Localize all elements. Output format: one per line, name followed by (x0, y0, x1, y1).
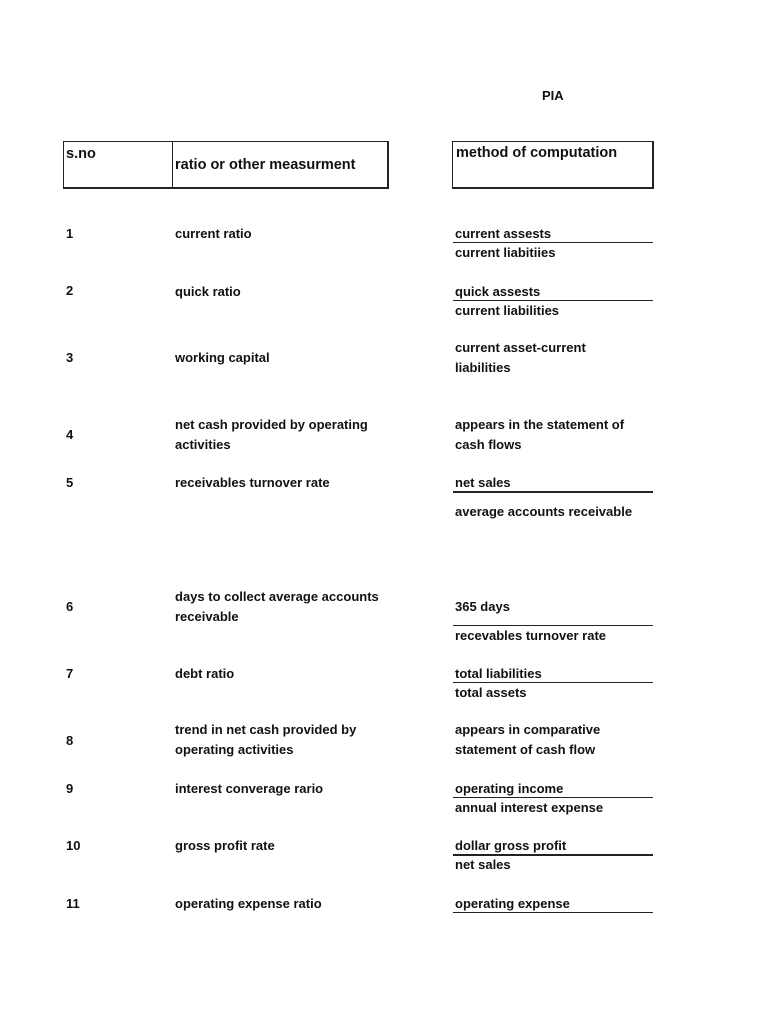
row-10-sno: 10 (66, 838, 81, 853)
row-6-ratio: days to collect average accounts receivable (175, 589, 379, 624)
header-method: method of computation (456, 145, 618, 161)
row-2-denominator: current liabilities (455, 303, 560, 318)
row-11-sno: 11 (66, 896, 80, 911)
row-3-method: current asset-current liabilities (455, 340, 586, 375)
row-8-method: appears in comparative statement of cash flow (455, 722, 601, 757)
row-5-ratio: receivables turnover rate (175, 475, 330, 490)
header-box-method (452, 141, 654, 189)
row-8-sno: 8 (66, 733, 74, 748)
row-4-method: appears in the statement of cash flows (455, 417, 625, 452)
row-4-ratio: net cash provided by operating activities (175, 417, 368, 452)
row-1-sno: 1 (66, 226, 74, 241)
row-7-ratio: debt ratio (175, 666, 235, 681)
row-3-ratio: working capital (175, 350, 270, 365)
header-divider (172, 142, 173, 188)
row-2-ratio: quick ratio (175, 284, 241, 299)
row-9-ratio: interest converage rario (175, 781, 324, 796)
row-1-numerator: current assests (455, 226, 552, 241)
row-11-ratio: operating expense ratio (175, 896, 322, 911)
row-3-sno: 3 (66, 350, 74, 365)
row-1-denominator: current liabitiies (455, 245, 556, 260)
row-9-numerator: operating income (455, 781, 564, 796)
row-11-fraction-line (453, 912, 653, 913)
row-9-denominator: annual interest expense (455, 800, 604, 815)
row-11-numerator: operating expense (455, 896, 570, 911)
header-sno: s.no (66, 146, 96, 162)
row-10-numerator: dollar gross profit (455, 838, 567, 853)
row-5-numerator: net sales (455, 475, 511, 490)
row-7-denominator: total assets (455, 685, 527, 700)
row-7-numerator: total liabilities (455, 666, 542, 681)
row-7-sno: 7 (66, 666, 74, 681)
row-1-ratio: current ratio (175, 226, 252, 241)
row-5-sno: 5 (66, 475, 74, 490)
row-5-denominator: average accounts receivable (455, 504, 633, 519)
row-6-numerator: 365 days (455, 599, 510, 614)
row-8-ratio: trend in net cash provided by operating activities (175, 722, 357, 757)
row-6-denominator: recevables turnover rate (455, 628, 607, 643)
page-title: PIA (542, 88, 564, 103)
row-4-sno: 4 (66, 427, 74, 442)
row-2-numerator: quick assests (455, 284, 541, 299)
row-5-fraction-line (453, 491, 653, 493)
header-box-left (63, 141, 389, 189)
header-ratio: ratio or other measurment (175, 157, 356, 173)
row-10-denominator: net sales (455, 857, 511, 872)
row-6-sno: 6 (66, 599, 74, 614)
row-10-ratio: gross profit rate (175, 838, 275, 853)
row-2-sno: 2 (66, 283, 74, 298)
row-9-sno: 9 (66, 781, 74, 796)
